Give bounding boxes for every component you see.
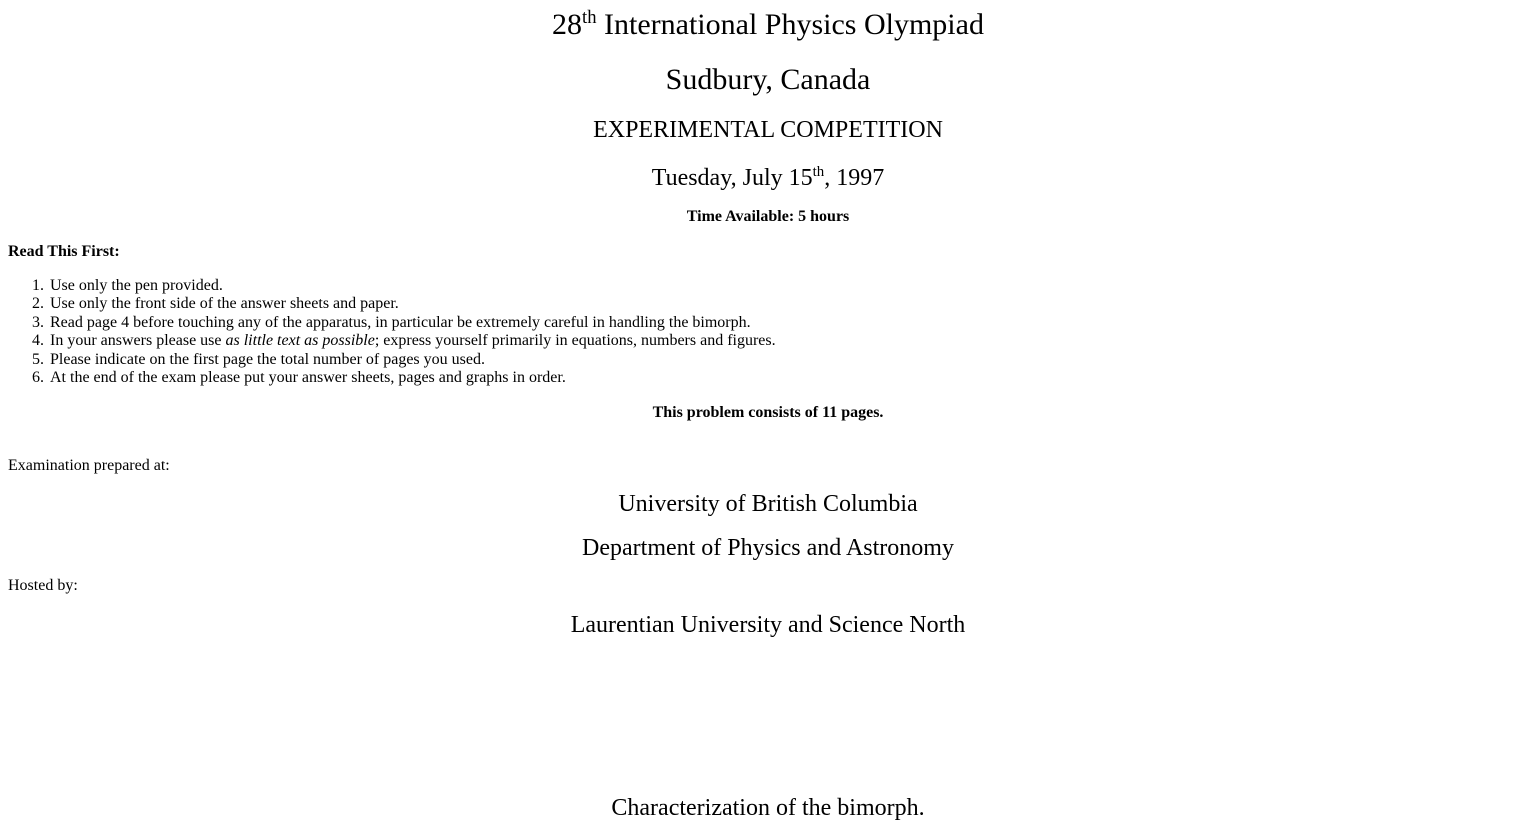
exam-date-prefix: Tuesday, July 15 xyxy=(651,164,813,191)
instruction-text: Please indicate on the first page the total number of pages you used. xyxy=(50,350,485,368)
instruction-item-5 xyxy=(48,351,1528,369)
read-this-first-heading: Read This First: xyxy=(8,242,120,260)
instruction-item-4 xyxy=(48,332,1528,350)
instruction-item-1 xyxy=(48,277,1528,295)
instruction-item-6 xyxy=(48,369,1528,387)
instruction-text: ; express yourself primarily in equations, numbers and figures. xyxy=(374,332,776,350)
exam-date xyxy=(8,165,1528,193)
instruction-item-2 xyxy=(48,295,1528,313)
location-title: Sudbury, Canada xyxy=(665,62,871,96)
page-title-prefix: 28 xyxy=(552,8,583,41)
problem-title: Characterization of the bimorph. xyxy=(611,795,925,822)
instructions-list xyxy=(8,277,1528,387)
instruction-text: At the end of the exam please put your answer sheets, pages and graphs in order. xyxy=(50,368,566,386)
time-available-note: Time Available: 5 hours xyxy=(686,208,850,226)
prepared-at-label: Examination prepared at: xyxy=(8,456,170,474)
host-line: Laurentian University and Science North xyxy=(570,611,966,638)
instruction-text: Use only the front side of the answer sheets and paper. xyxy=(50,295,399,313)
competition-type-heading: EXPERIMENTAL COMPETITION xyxy=(593,117,943,143)
page-title xyxy=(8,8,1528,43)
instruction-text: Read page 4 before touching any of the apparatus, in particular be extremely careful in handling the bimorph. xyxy=(50,313,751,331)
hosted-by-label: Hosted by: xyxy=(8,577,78,595)
instruction-emphasis: as little text as possible xyxy=(225,332,375,350)
exam-date-suffix: , 1997 xyxy=(824,164,885,191)
problem-pages-note: This problem consists of 11 pages. xyxy=(652,404,884,422)
page-title-rest: International Physics Olympiad xyxy=(596,8,984,41)
instruction-text: Use only the pen provided. xyxy=(50,276,223,294)
instruction-text: In your answers please use xyxy=(50,332,226,350)
instruction-item-3 xyxy=(48,314,1528,332)
department-line: Department of Physics and Astronomy xyxy=(582,534,954,561)
page-title-superscript: th xyxy=(582,7,597,28)
exam-date-superscript: th xyxy=(812,163,825,180)
university-line: University of British Columbia xyxy=(618,491,918,518)
